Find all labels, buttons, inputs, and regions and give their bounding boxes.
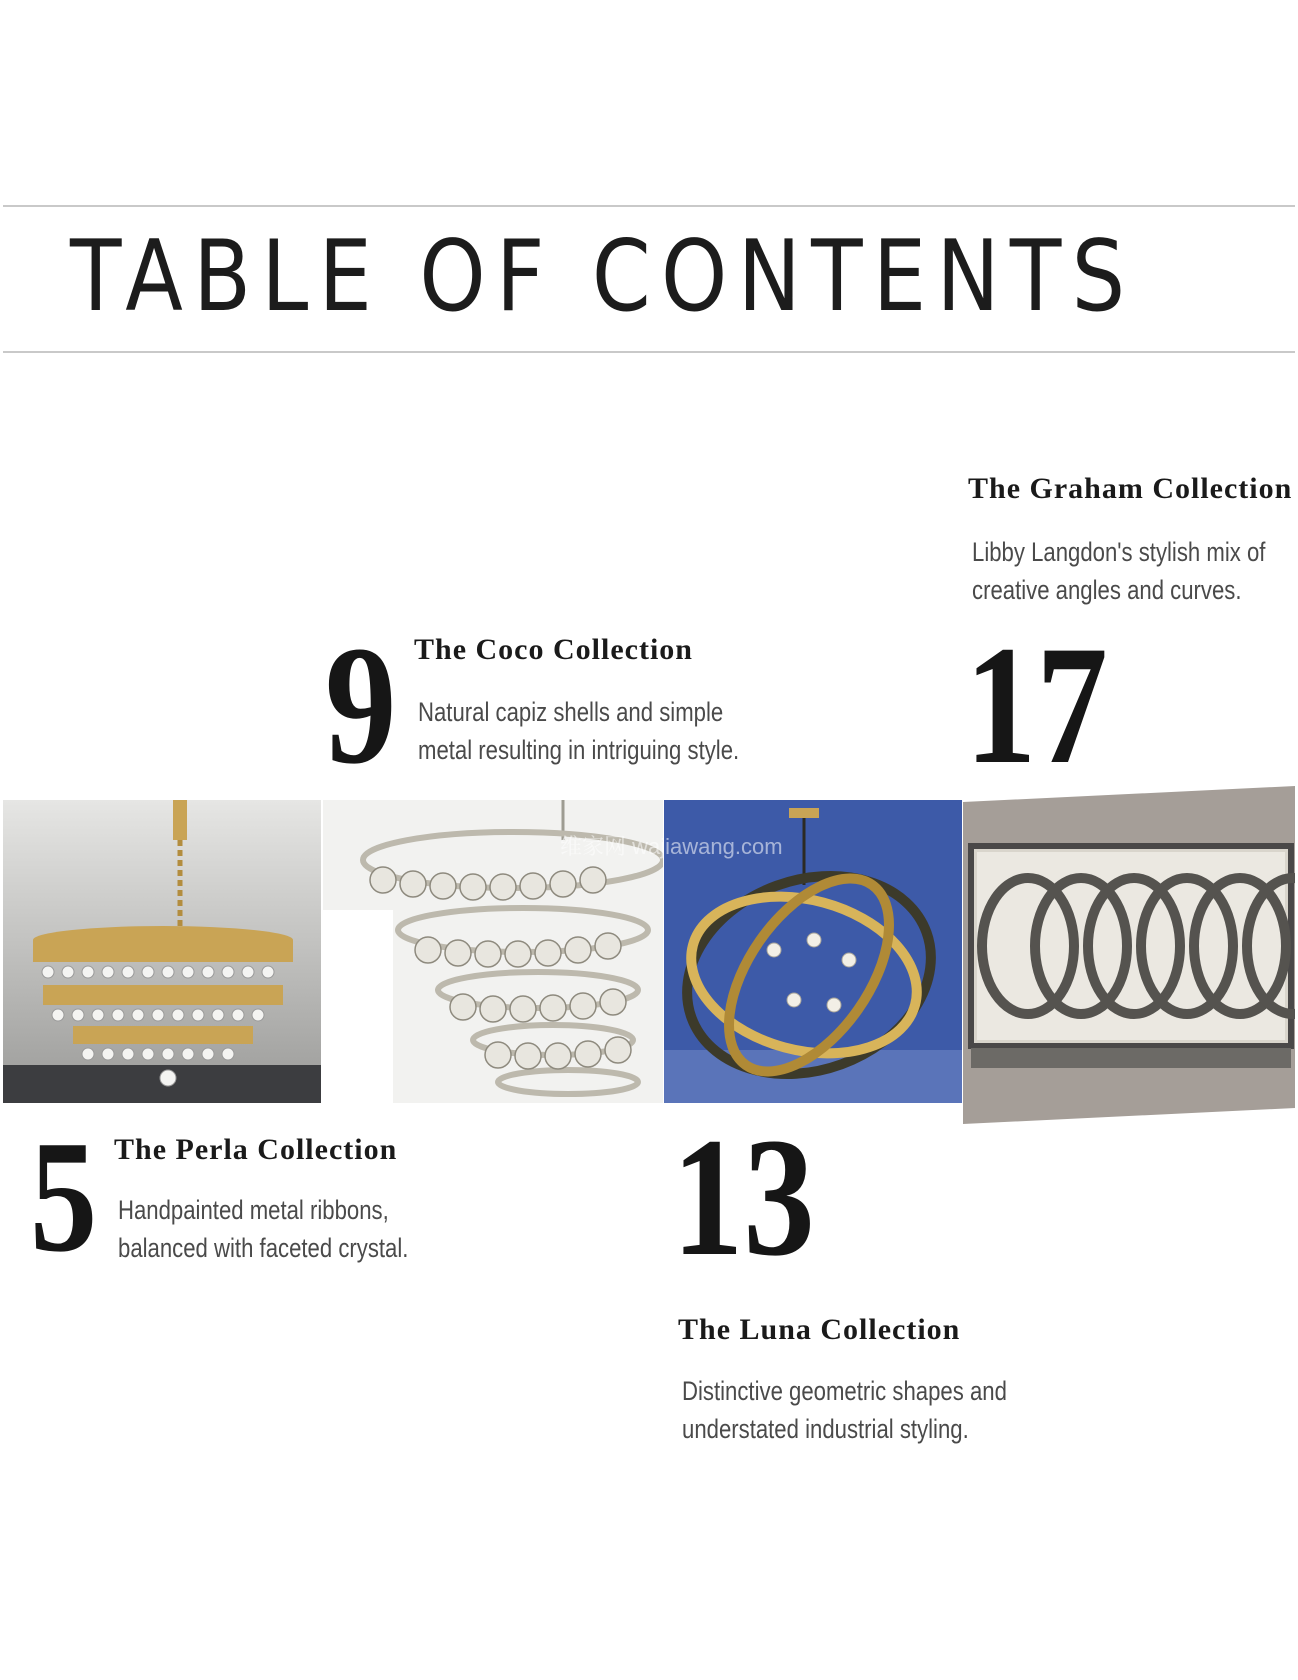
perla-chandelier-photo	[3, 800, 321, 1103]
graham-desc-line-2: creative angles and curves.	[972, 575, 1242, 605]
perla-title: The Perla Collection	[114, 1133, 398, 1166]
coco-desc-line-2: metal resulting in intriguing style.	[418, 735, 740, 765]
coco-desc-line-1: Natural capiz shells and simple	[418, 697, 724, 727]
bottom-rule	[3, 351, 1295, 353]
coco-description	[418, 693, 739, 769]
perla-page-number: 5	[30, 1107, 98, 1285]
graham-sconce-photo	[963, 786, 1295, 1124]
graham-description	[972, 533, 1265, 609]
graham-title: The Graham Collection	[968, 472, 1293, 505]
luna-desc-line-2: understated industrial styling.	[682, 1414, 969, 1444]
luna-description	[682, 1372, 1007, 1448]
watermark: 维家网 wajiawang.com	[560, 834, 783, 859]
luna-desc-line-1: Distinctive geometric shapes and	[682, 1376, 1007, 1406]
coco-page-number: 9	[325, 611, 397, 799]
page-title: TABLE OF CONTENTS	[70, 220, 1136, 334]
perla-desc-line-1: Handpainted metal ribbons,	[118, 1195, 389, 1225]
top-rule	[3, 205, 1295, 207]
luna-page-number: 13	[672, 1103, 815, 1291]
coco-title: The Coco Collection	[414, 633, 693, 666]
perla-desc-line-2: balanced with faceted crystal.	[118, 1233, 409, 1263]
graham-page-number: 17	[965, 611, 1108, 799]
graham-desc-line-1: Libby Langdon's stylish mix of	[972, 537, 1266, 567]
luna-title: The Luna Collection	[678, 1313, 961, 1346]
perla-description	[118, 1191, 408, 1267]
